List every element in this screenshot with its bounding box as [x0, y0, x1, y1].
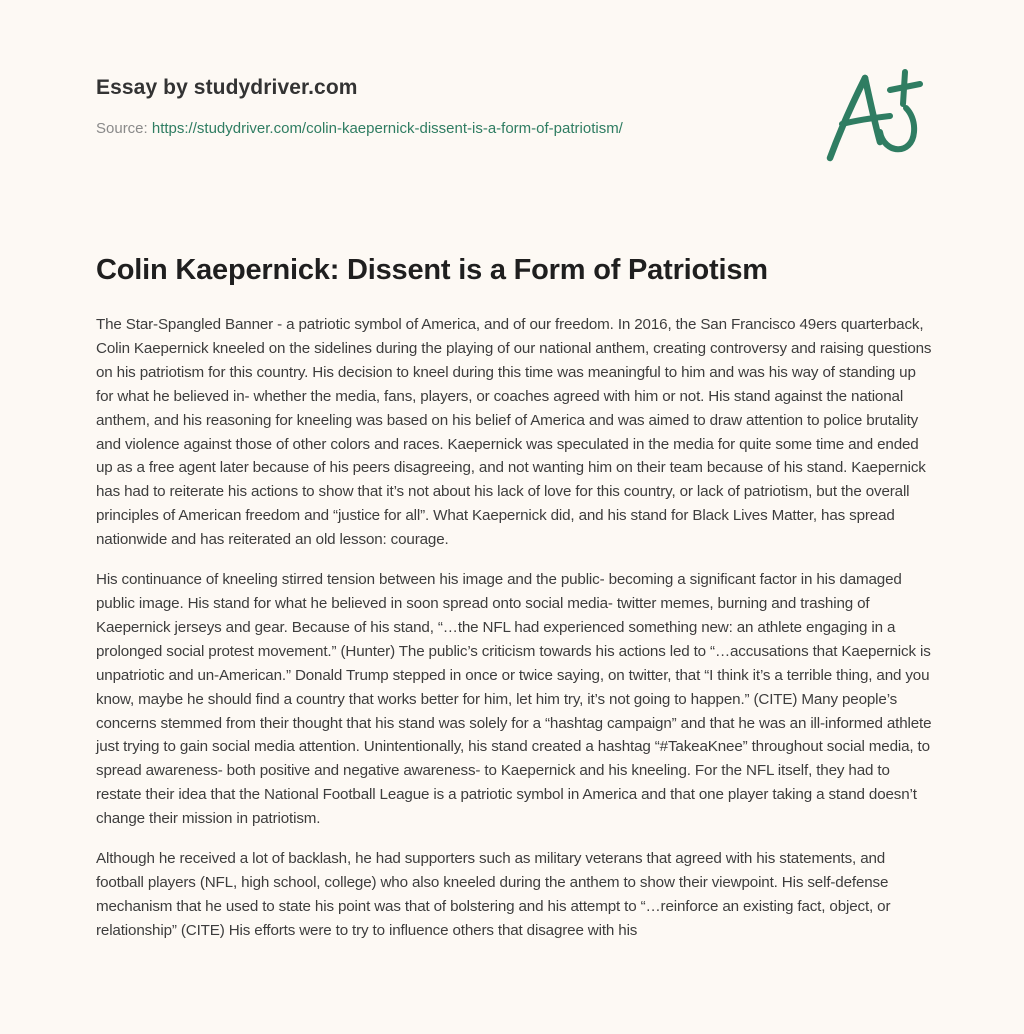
source-label: Source: — [96, 120, 148, 137]
essay-title: Colin Kaepernick: Dissent is a Form of Patriotism — [96, 254, 768, 286]
essay-paragraph: Although he received a lot of backlash, he had supporters such as military veterans that agreed with his statements, and football players (NFL, high school, college) who also kneeled during the anthem to show their viewpoint. His self-defense mechanism that he used to state his point was that of bolstering and his attempt to “…reinforce an existing fact, object, or relationship” (CITE) His efforts were to try to influence others that disagree with his — [96, 850, 891, 939]
source-link[interactable]: https://studydriver.com/colin-kaepernick-dissent-is-a-form-of-patriotism/ — [151, 120, 623, 137]
essay-paragraph: The Star-Spangled Banner - a patriotic symbol of America, and of our freedom. In 2016, the San Francisco 49ers quarterback, Colin Kaepernick kneeled on the sidelines during the playing of our national anthem, creating controversy and raising questions on his patriotism for this country. His decision to kneel during this time was meaningful to him and was his way of standing up for what he believed in- whether the media, fans, players, or coaches agreed with him or not. His stand against the national anthem, and his reasoning for kneeling was based on his belief of America and was aimed to draw attention to police brutality and violence against those of other colors and races. Kaepernick was speculated in the media for quite some time and ended up as a free agent later because of his peers disagreeing, and not wanting him on their team because of his stand. Kaepernick has had to reiterate his actions to show that it’s not about his lack of love for this country, or lack of patriotism, but the overall principles of American freedom and “justice for all”. What Kaepernick did, and his stand for Black Lives Matter, has spread nationwide and has reiterated an old lesson: courage. — [96, 316, 932, 549]
source-line — [96, 120, 796, 137]
page-header — [96, 76, 796, 137]
essay-paragraph: His continuance of kneeling stirred tension between his image and the public- becoming a significant factor in his damaged public image. His stand for what he believed in soon spread onto social media- twitter memes, burning and trashing of Kaepernick jerseys and gear. Because of his stand, “…the NFL had experienced something new: an athlete engaging in a prolonged social protest movement.” (Hunter) The public’s criticism towards his actions led to “…accusations that Kaepernick is unpatriotic and un-American.” Donald Trump stepped in once or twice saying, on twitter, that “I think it’s a terrible thing, and you know, maybe he should find a country that works better for him, let him try, it’s not going to happen.” (CITE) Many people’s concerns stemmed from their thought that his stand was solely for a “hashtag campaign” and that he was an ill-informed athlete just trying to gain social media attention. Unintentionally, his stand created a hashtag “#TakeaKnee” throughout social media, to spread awareness- both positive and negative awareness- to Kaepernick and his kneeling. For the NFL itself, they had to restate their idea that the National Football League is a patriotic symbol in America and that one player taking a stand doesn’t change their mission in patriotism. — [96, 571, 932, 828]
a-plus-grade-icon — [820, 66, 930, 166]
essay-body — [96, 313, 934, 959]
site-title: Essay by studydriver.com — [96, 76, 358, 99]
